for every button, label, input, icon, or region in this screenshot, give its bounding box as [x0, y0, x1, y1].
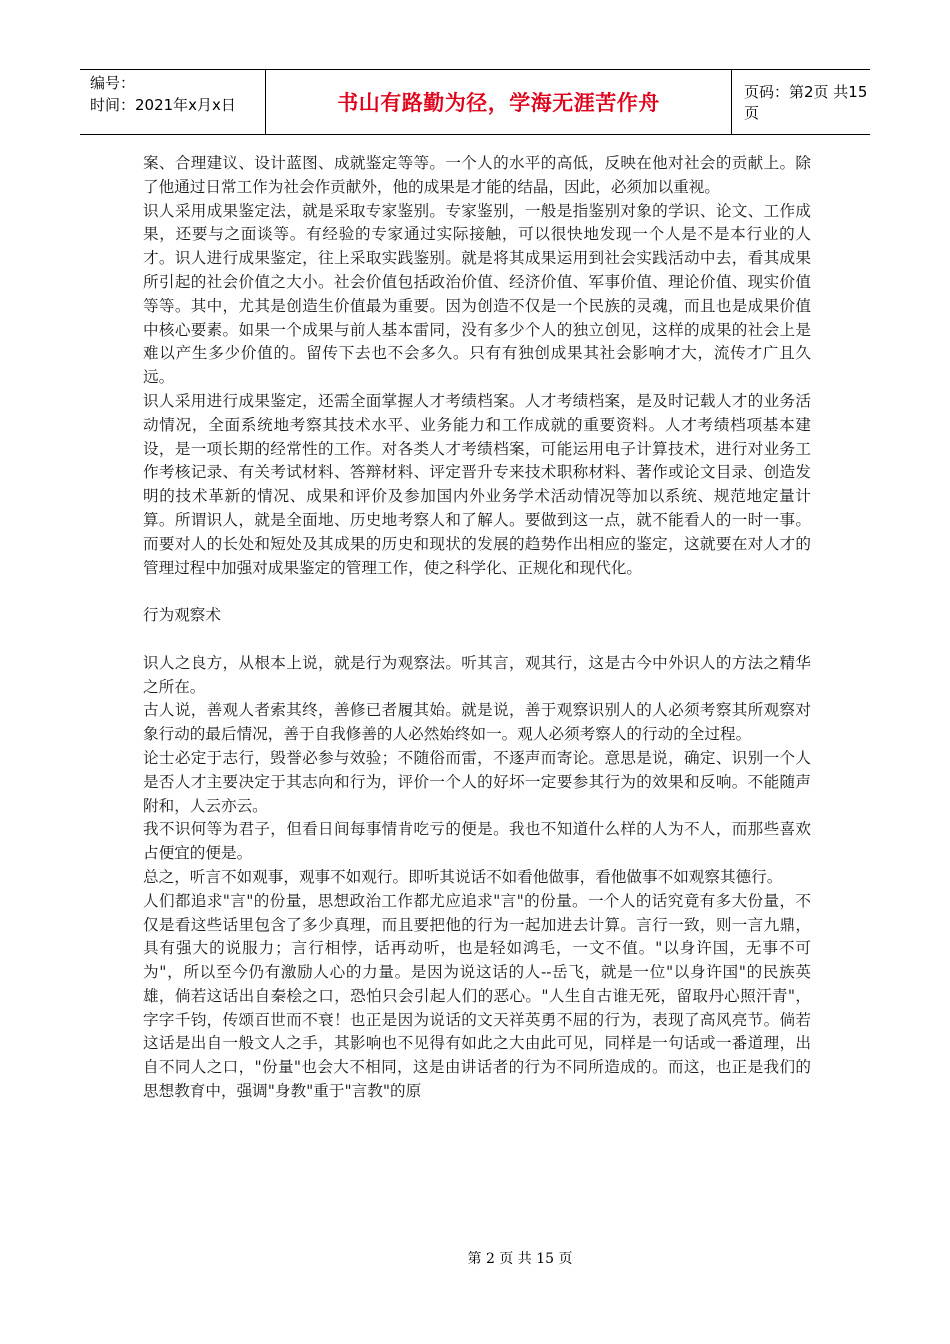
header-motto: 书山有路勤为径，学海无涯苦作舟 — [337, 91, 660, 115]
header-number-label: 编号： — [90, 74, 136, 92]
section-paragraph-4: 我不识何等为君子，但看日间每事情肯吃亏的便是。我也不知道什么样的人为不人，而那些喜欢占便宜的便是。 — [143, 820, 811, 863]
page-footer — [0, 1248, 950, 1268]
footer-page-number: 第 2 页 共 15 页 — [467, 1251, 573, 1267]
section-paragraph-3: 论士必定于志行，毁誉必参与效验；不随俗而雷，不逐声而寄论。意思是说，确定、识别一个人是否人才主要决定于其志向和行为，评价一个人的好坏一定要参其行为的效果和反响。不能随声附和，人云亦云。 — [143, 748, 811, 815]
document-body — [143, 152, 811, 1104]
body-paragraph-2: 识人采用成果鉴定法，就是采取专家鉴别。专家鉴别，一般是指鉴别对象的学识、论文、工作成果，还要与之面谈等。有经验的专家通过实际接触，可以很快地发现一个人是不是本行业的人才。识人进行成果鉴定，往上采取实践鉴别。就是将其成果运用到社会实践活动中去，看其成果所引起的社会价值之大小。社会价值包括政治价值、经济价值、军事价值、理论价值、现实价值等等。其中，尤其是创造生价值最为重要。因为创造不仅是一个民族的灵魂，而且也是成果价值中核心要素。如果一个成果与前人基本雷同，没有多少个人的独立创见，这样的成果的社会上是难以产生多少价值的。留传下去也不会多久。只有有独创成果其社会影响才大，流传才广且久远。 — [143, 201, 811, 387]
section-paragraph-5: 总之，听言不如观事，观事不如观行。即听其说话不如看他做事，看他做事不如观察其德行。 — [143, 867, 783, 886]
header-page-code: 页码：第2页 共15页 — [744, 83, 868, 122]
body-paragraph-1: 案、合理建议、设计蓝图、成就鉴定等等。一个人的水平的高低，反映在他对社会的贡献上。除了他通过日常工作为社会作贡献外，他的成果是才能的结晶，因此，必须加以重视。 — [143, 154, 811, 196]
header-motto-cell — [266, 70, 732, 134]
section-paragraph-1: 识人之良方，从根本上说，就是行为观察法。听其言，观其行，这是古今中外识人的方法之精华之所在。 — [143, 653, 811, 696]
section-paragraph-6: 人们都追求"言"的份量，思想政治工作都尤应追求"言"的份量。一个人的话究竟有多大份量，不仅是看这些话里包含了多少真理，而且要把他的行为一起加进去计算。言行一致，则一言九鼎，具有强大的说服力；言行相悖，话再动听，也是轻如鸿毛，一文不值。"以身许国，无事不可为"，所以至今仍有激励人心的力量。是因为说这话的人--岳飞，就是一位"以身许国"的民族英雄，倘若这话出自秦桧之口，恐怕只会引起人们的恶心。"人生自古谁无死，留取丹心照汗青"，字字千钧，传颂百世而不衰！也正是因为说话的文天祥英勇不屈的行为，表现了高风亮节。倘若这话是出自一般文人之手，其影响也不见得有如此之大由此可见，同样是一句话或一番道理，出自不同人之口，"份量"也会大不相同，这是由讲话者的行为不同所造成的。而这，也正是我们的思想教育中，强调"身教"重于"言教"的原 — [143, 891, 811, 1101]
body-paragraph-3: 识人采用进行成果鉴定，还需全面掌握人才考绩档案。人才考绩档案，是及时记载人才的业务活动情况，全面系统地考察其技术水平、业务能力和工作成就的重要资料。人才考绩档项基本建设，是一项长期的经常性的工作。对各类人才考绩档案，可能运用电子计算技术，进行对业务工作考核记录、有关考试材料、答辩材料、评定晋升专来技术职称材料、著作或论文目录、创造发明的技术革新的情况、成果和评价及参加国内外业务学术活动情况等加以系统、规范地定量计算。所谓识人，就是全面地、历史地考察人和了解人。要做到这一点，就不能看人的一时一事。而要对人的长处和短处及其成果的历史和现状的发展的趋势作出相应的鉴定，这就要在对人才的管理过程中加强对成果鉴定的管理工作，使之科学化、正规化和现代化。 — [143, 391, 811, 577]
page-header — [80, 69, 870, 135]
header-date-label: 时间：2021年x月x日 — [90, 96, 236, 114]
header-page-code-cell — [732, 70, 870, 134]
section-heading: 行为观察术 — [143, 606, 221, 625]
section-paragraph-2: 古人说，善观人者索其终，善修已者履其始。就是说，善于观察识别人的人必须考察其所观察对象行动的最后情况，善于自我修善的人必然始终如一。观人必须考察人的行动的全过程。 — [143, 701, 811, 744]
header-info — [80, 70, 266, 134]
